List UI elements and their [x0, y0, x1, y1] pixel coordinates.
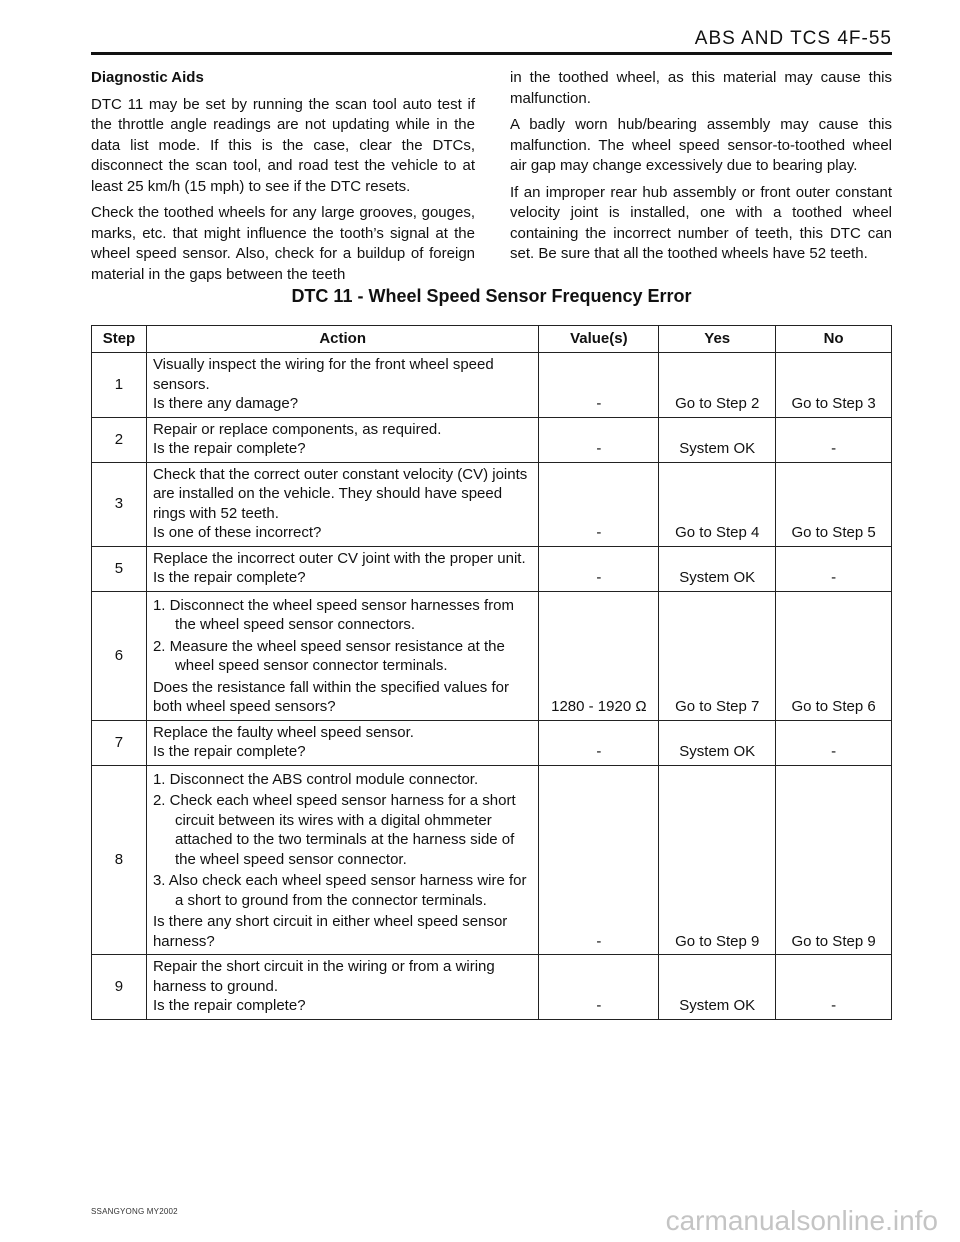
- action-question: Is the repair complete?: [152, 569, 306, 586]
- no-cell: Go to Step 9: [776, 765, 892, 955]
- table-row: [92, 546, 892, 591]
- action-text: Replace the incorrect outer CV joint with the proper unit.: [152, 549, 526, 567]
- header-divider: [91, 52, 892, 55]
- action-cell: [146, 546, 538, 591]
- footer-model-year: SSANGYONG MY2002: [91, 1207, 178, 1216]
- value-cell: -: [539, 353, 659, 418]
- table-title: DTC 11 - Wheel Speed Sensor Frequency Error: [291, 286, 692, 306]
- step-number: 3: [92, 462, 147, 546]
- right-paragraph: A badly worn hub/bearing assembly may cause this malfunction. The wheel speed sensor-to-toothed wheel air gap may change excessively due to bearing play.: [510, 116, 892, 174]
- yes-cell: Go to Step 4: [659, 462, 776, 546]
- no-cell: Go to Step 6: [776, 591, 892, 720]
- yes-cell: Go to Step 7: [659, 591, 776, 720]
- action-list-item: 2. Measure the wheel speed sensor resistance at the wheel speed sensor connector terminals.: [152, 637, 505, 674]
- table-row: [92, 417, 892, 462]
- action-list-item: 3. Also check each wheel speed sensor harness wire for a short to ground from the connector terminals.: [152, 872, 527, 909]
- table-row: [92, 720, 892, 765]
- action-question: Is the repair complete?: [152, 997, 306, 1014]
- step-number: 5: [92, 546, 147, 591]
- action-text: Replace the faulty wheel speed sensor.: [152, 723, 414, 741]
- no-cell: -: [776, 955, 892, 1020]
- action-question: Is the repair complete?: [152, 743, 306, 760]
- step-number: 2: [92, 417, 147, 462]
- no-cell: -: [776, 546, 892, 591]
- header-yes: Yes: [659, 326, 776, 353]
- action-list-item: 1. Disconnect the wheel speed sensor harnesses from the wheel speed sensor connectors.: [152, 596, 514, 633]
- action-cell: [146, 955, 538, 1020]
- action-question: Is there any damage?: [152, 395, 299, 412]
- action-question: Does the resistance fall within the specified values for both wheel speed sensors?: [152, 678, 509, 715]
- value-cell: -: [539, 955, 659, 1020]
- header-no: No: [776, 326, 892, 353]
- header-values: Value(s): [539, 326, 659, 353]
- value-cell: -: [539, 546, 659, 591]
- left-paragraph: Check the toothed wheels for any large grooves, gouges, marks, etc. that might influence the tooth’s signal at the wheel speed sensor. Also, check for a buildup of foreign material in the gaps between the teeth: [91, 204, 475, 283]
- value-cell: -: [539, 765, 659, 955]
- value-cell: -: [539, 417, 659, 462]
- page-header-title: ABS AND TCS 4F-55: [694, 28, 892, 49]
- action-text: Repair or replace components, as required.: [152, 420, 442, 438]
- no-cell: Go to Step 5: [776, 462, 892, 546]
- action-question: Is there any short circuit in either wheel speed sensor harness?: [152, 913, 508, 950]
- action-question: Is the repair complete?: [152, 440, 306, 457]
- header-step: Step: [92, 326, 147, 353]
- action-question: Is one of these incorrect?: [152, 524, 322, 541]
- watermark-text: carmanualsonline.info: [665, 1205, 938, 1236]
- table-row: [92, 955, 892, 1020]
- action-cell: [146, 720, 538, 765]
- diagnostic-aids-heading: Diagnostic Aids: [91, 69, 204, 86]
- right-paragraph: in the toothed wheel, as this material may cause this malfunction.: [510, 69, 892, 107]
- action-text: Check that the correct outer constant velocity (CV) joints are installed on the vehicle. They should have speed rings with 52 teeth.: [152, 465, 528, 522]
- step-number: 9: [92, 955, 147, 1020]
- step-number: 8: [92, 765, 147, 955]
- no-cell: -: [776, 720, 892, 765]
- step-number: 7: [92, 720, 147, 765]
- action-cell: [146, 417, 538, 462]
- right-paragraph: If an improper rear hub assembly or front outer constant velocity joint is installed, one with a toothed wheel containing the incorrect number of teeth, this DTC can set. Be sure that all the toothed wheels have 52 teeth.: [510, 183, 892, 262]
- yes-cell: System OK: [659, 720, 776, 765]
- no-cell: Go to Step 3: [776, 353, 892, 418]
- action-cell: [146, 765, 538, 955]
- left-paragraph: DTC 11 may be set by running the scan tool auto test if the throttle angle readings are not updating while in the data list mode. If this is the case, clear the DTCs, disconnect the scan tool, and road test the vehicle to at least 25 km/h (15 mph) to see if the DTC resets.: [91, 95, 475, 195]
- header-action: Action: [146, 326, 538, 353]
- table-row: [92, 765, 892, 955]
- left-text-column: [91, 68, 475, 291]
- action-list-item: 2. Check each wheel speed sensor harness for a short circuit between its wires with a digital ohmmeter attached to the two terminals at the harness side of the wheel speed sensor connector.: [152, 792, 516, 868]
- table-row: [92, 353, 892, 418]
- table-row: [92, 462, 892, 546]
- diagnostic-table: [91, 325, 892, 1020]
- value-cell: -: [539, 462, 659, 546]
- table-row: [92, 591, 892, 720]
- action-cell: [146, 353, 538, 418]
- action-cell: [146, 462, 538, 546]
- yes-cell: Go to Step 9: [659, 765, 776, 955]
- right-text-column: [510, 68, 892, 271]
- step-number: 1: [92, 353, 147, 418]
- action-text: Repair the short circuit in the wiring or from a wiring harness to ground.: [152, 958, 495, 995]
- action-cell: [146, 591, 538, 720]
- action-text: Visually inspect the wiring for the front wheel speed sensors.: [152, 356, 494, 393]
- value-cell: -: [539, 720, 659, 765]
- no-cell: -: [776, 417, 892, 462]
- value-cell: 1280 - 1920 Ω: [539, 591, 659, 720]
- action-list-item: 1. Disconnect the ABS control module connector.: [152, 770, 479, 788]
- step-number: 6: [92, 591, 147, 720]
- yes-cell: Go to Step 2: [659, 353, 776, 418]
- table-header-row: [92, 326, 892, 353]
- yes-cell: System OK: [659, 955, 776, 1020]
- yes-cell: System OK: [659, 417, 776, 462]
- yes-cell: System OK: [659, 546, 776, 591]
